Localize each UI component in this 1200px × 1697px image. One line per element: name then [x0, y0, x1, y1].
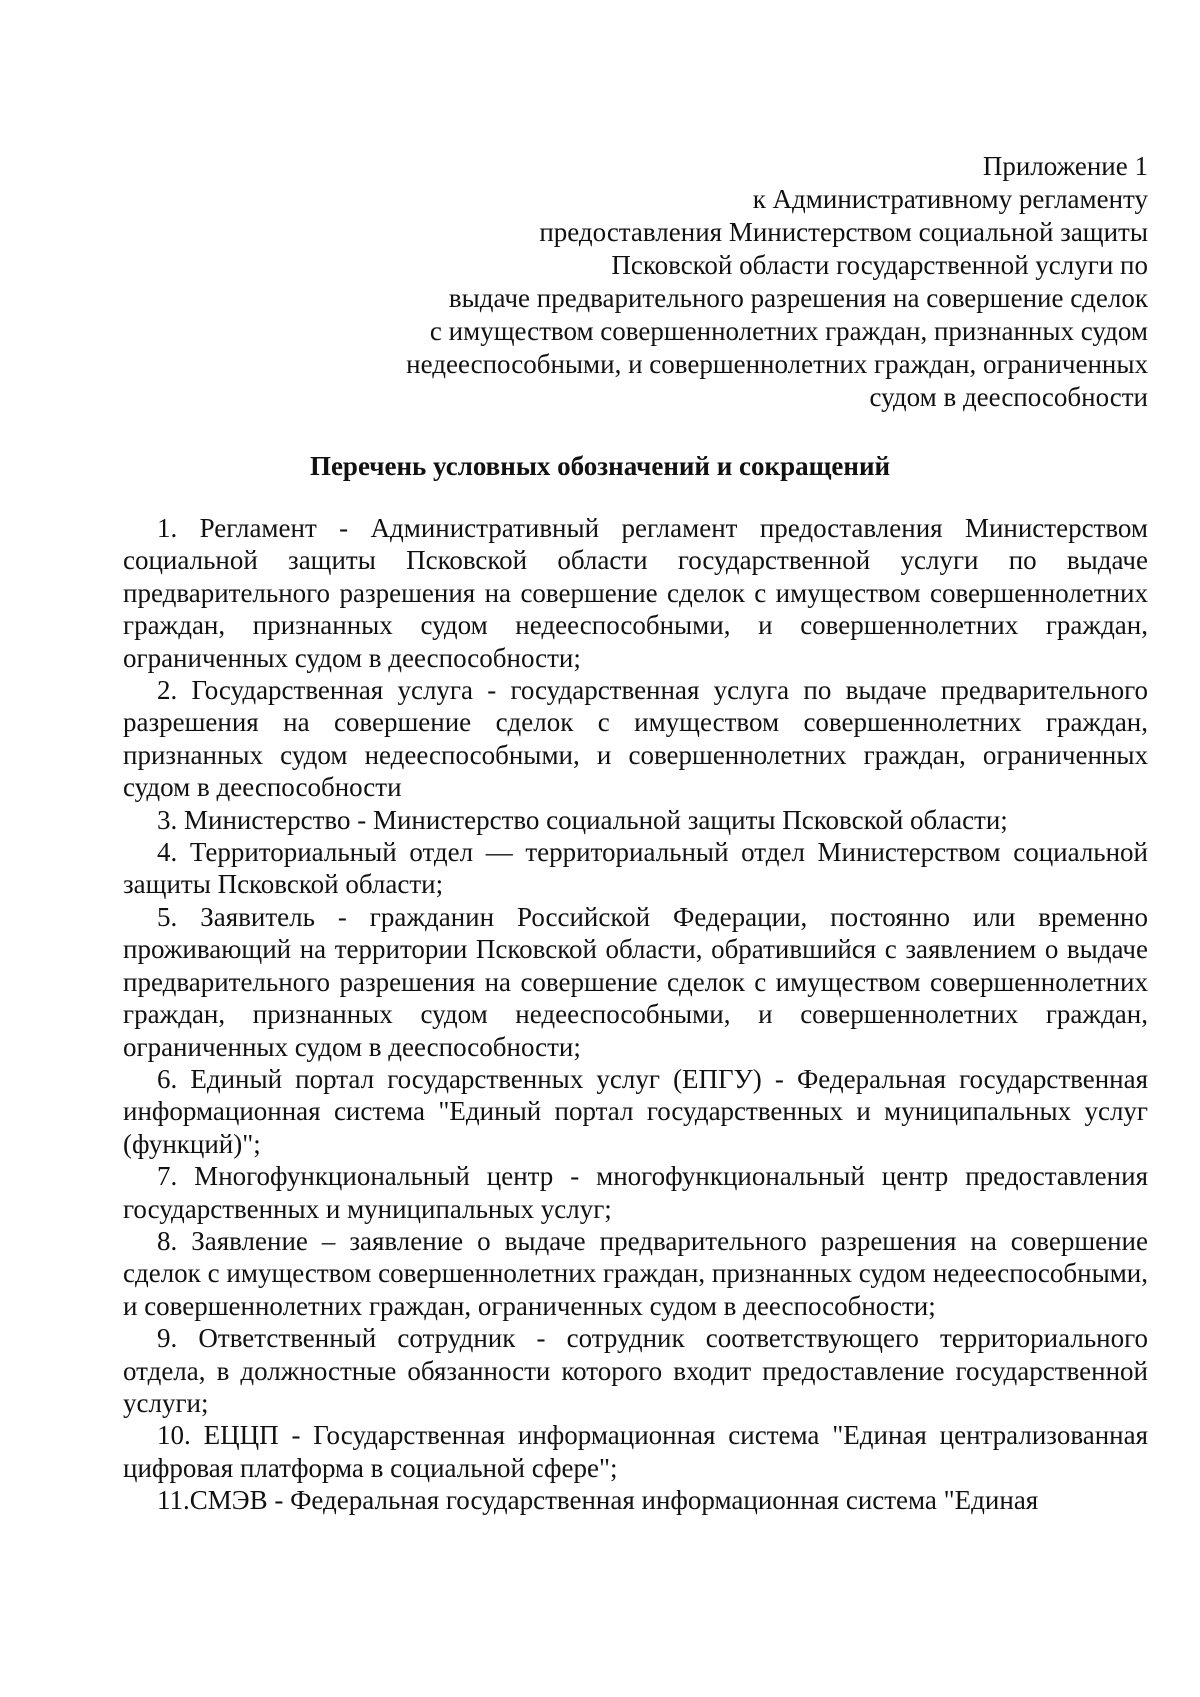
appendix-line: предоставления Министерством социальной защиты [539, 217, 1148, 247]
abbreviations-list [123, 512, 1148, 1517]
list-item: 9. Ответственный сотрудник - сотрудник соответствующего территориального отдела, в должностные обязанности которого входит предоставление государственной услуги; [123, 1323, 1148, 1418]
list-item: 3. Министерство - Министерство социальной защиты Псковской области; [157, 804, 1008, 835]
appendix-line: к Административному регламенту [752, 184, 1148, 214]
list-item: 8. Заявление – заявление о выдаче предварительного разрешения на совершение сделок с имуществом совершеннолетних граждан, признанных судом недееспособными, и совершеннолетних граждан, ограниченных судом в дееспособности; [123, 1225, 1148, 1321]
appendix-line: недееспособными, и совершеннолетних граждан, ограниченных [406, 349, 1148, 379]
list-item: 1. Регламент - Административный регламент предоставления Министерством социальной защиты Псковской области государственной услуги по выдаче предварительного разрешения на совершение сделок с имуществом совершеннолетних граждан, признанных судом недееспособными, и совершеннолетних граждан, ограниченных судом в дееспособности; [123, 513, 1148, 673]
appendix-line: с имуществом совершеннолетних граждан, признанных судом [429, 316, 1148, 346]
appendix-line: выдаче предварительного разрешения на совершение сделок [448, 283, 1148, 313]
list-item: 6. Единый портал государственных услуг (ЕПГУ) - Федеральная государственная информационная система "Единый портал государственных и муниципальных услуг (функций)"; [123, 1063, 1148, 1159]
list-item: 7. Многофункциональный центр - многофункциональный центр предоставления государственных и муниципальных услуг; [123, 1161, 1148, 1224]
appendix-line: Приложение 1 [982, 151, 1148, 181]
appendix-line: судом в дееспособности [869, 382, 1148, 412]
appendix-line: Псковской области государственной услуги по [611, 250, 1148, 280]
appendix-header [348, 150, 1148, 414]
list-item: 11.СМЭВ - Федеральная государственная информационная система "Единая [157, 1485, 1039, 1516]
list-item: 2. Государственная услуга - государственная услуга по выдаче предварительного разрешения на совершение сделок с имуществом совершеннолетних граждан, признанных судом недееспособными, и совершеннолетних граждан, ограниченных судом в дееспособности [123, 675, 1148, 803]
list-item: 10. ЕЦЦП - Государственная информационная система "Единая централизованная цифровая платформа в социальной сфере"; [123, 1420, 1148, 1483]
list-item: 5. Заявитель - гражданин Российской Федерации, постоянно или временно проживающий на территории Псковской области, обратившийся с заявлением о выдаче предварительного разрешения на совершение сделок с имуществом совершеннолетних граждан, признанных судом недееспособными, и совершеннолетних граждан, ограниченных судом в дееспособности; [123, 901, 1148, 1062]
document-title: Перечень условных обозначений и сокращений [309, 451, 891, 481]
list-item: 4. Территориальный отдел — территориальный отдел Министерством социальной защиты Псковской области; [123, 837, 1148, 900]
